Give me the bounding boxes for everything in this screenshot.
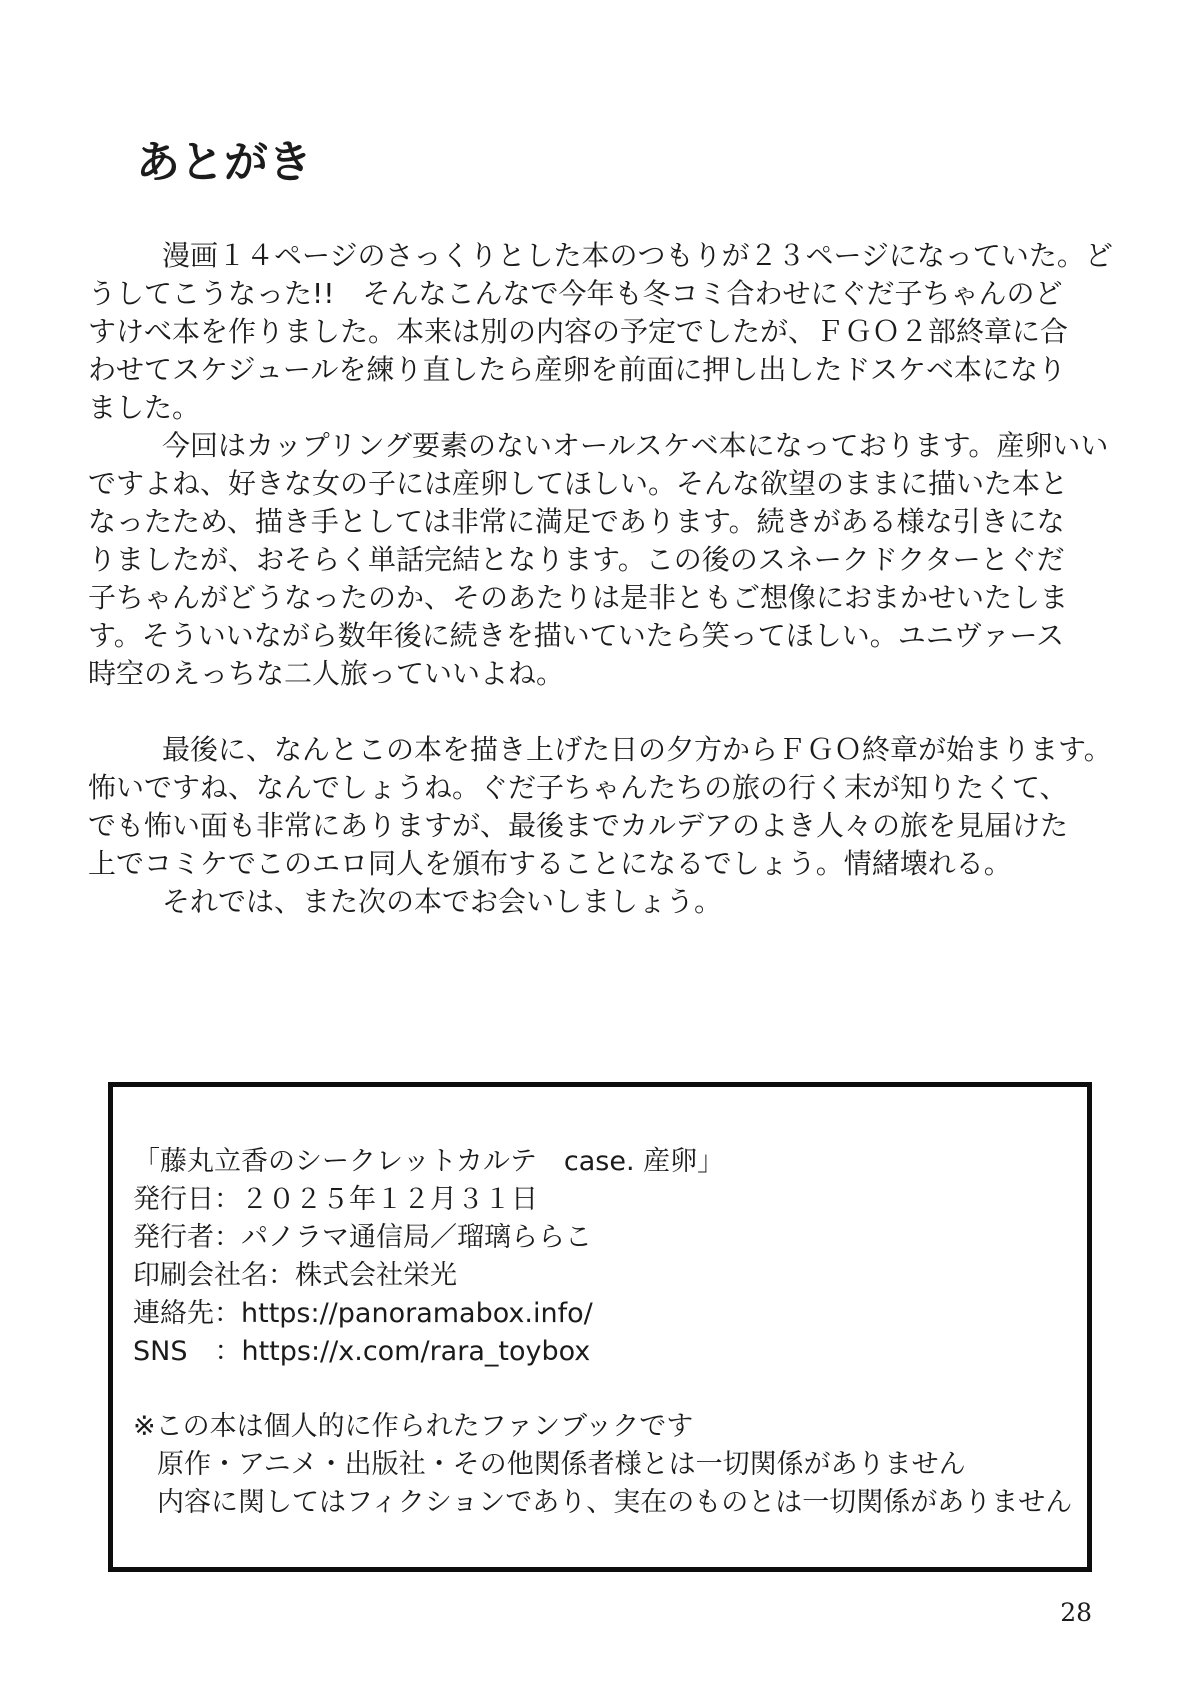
colophon-publish-date: 発行日：２０２５年１２月３１日 bbox=[133, 1184, 538, 1215]
page-number: 28 bbox=[1060, 1598, 1092, 1627]
colophon-gap bbox=[133, 1371, 1087, 1408]
afterword-body bbox=[88, 237, 1113, 921]
blank-line bbox=[88, 693, 1102, 731]
body-line: 今回はカップリング要素のないオールスケベ本になっております。産卵いい bbox=[162, 429, 1109, 462]
page-title: あとがき bbox=[136, 137, 312, 188]
body-line: それでは、また次の本でお会いしましょう。 bbox=[162, 885, 723, 918]
body-line: す。そういいながら数年後に続きを描いていたら笑ってほしい。ユニヴァース bbox=[88, 619, 1065, 652]
colophon-content bbox=[113, 1087, 1087, 1522]
colophon-box bbox=[108, 1082, 1092, 1572]
body-line: でも怖い面も非常にありますが、最後までカルデアのよき人々の旅を見届けた bbox=[88, 809, 1069, 842]
body-line: りましたが、おそらく単話完結となります。この後のスネークドクターとぐだ bbox=[88, 543, 1065, 576]
body-line: 怖いですね、なんでしょうね。ぐだ子ちゃんたちの旅の行く末が知りたくて、 bbox=[88, 771, 1068, 804]
body-line: 子ちゃんがどうなったのか、そのあたりは是非ともご想像におまかせいたしま bbox=[88, 581, 1069, 614]
body-line: わせてスケジュールを練り直したら産卵を前面に押し出したドスケベ本になり bbox=[88, 353, 1067, 386]
colophon-contact-url: 連絡先：https://panoramabox.info/ bbox=[133, 1298, 593, 1329]
colophon-sns-url: SNS ：https://x.com/rara_toybox bbox=[133, 1336, 591, 1367]
body-line: なったため、描き手としては非常に満足であります。続きがある様な引きにな bbox=[88, 505, 1065, 538]
disclaimer-line: 原作・アニメ・出版社・その他関係者様とは一切関係がありません bbox=[157, 1449, 966, 1480]
colophon-publisher: 発行者：パノラマ通信局／瑠璃ららこ bbox=[133, 1222, 592, 1253]
body-line: 最後に、なんとこの本を描き上げた日の夕方からＦＧＯ終章が始まります。 bbox=[162, 733, 1112, 766]
body-line: 時空のえっちな二人旅っていいよね。 bbox=[88, 657, 565, 690]
body-line: すけべ本を作りました。本来は別の内容の予定でしたが、ＦＧＯ２部終章に合 bbox=[88, 315, 1069, 348]
disclaimer-line: 内容に関してはフィクションであり、実在のものとは一切関係がありません bbox=[157, 1487, 1073, 1518]
body-line: ました。 bbox=[88, 391, 201, 424]
colophon-book-title: 「藤丸立香のシークレットカルテ case. 産卵」 bbox=[133, 1146, 725, 1177]
colophon-printer: 印刷会社名：株式会社栄光 bbox=[133, 1260, 457, 1291]
body-line: 漫画１４ページのさっくりとした本のつもりが２３ページになっていた。ど bbox=[162, 239, 1113, 272]
disclaimer-line: ※この本は個人的に作られたファンブックです bbox=[133, 1411, 694, 1442]
body-line: うしてこうなった!! そんなこんなで今年も冬コミ合わせにぐだ子ちゃんのど bbox=[88, 277, 1063, 310]
body-line: 上でコミケでこのエロ同人を頒布することになるでしょう。情緒壊れる。 bbox=[88, 847, 1012, 880]
body-line: ですよね、好きな女の子には産卵してほしい。そんな欲望のままに描いた本と bbox=[88, 467, 1069, 500]
